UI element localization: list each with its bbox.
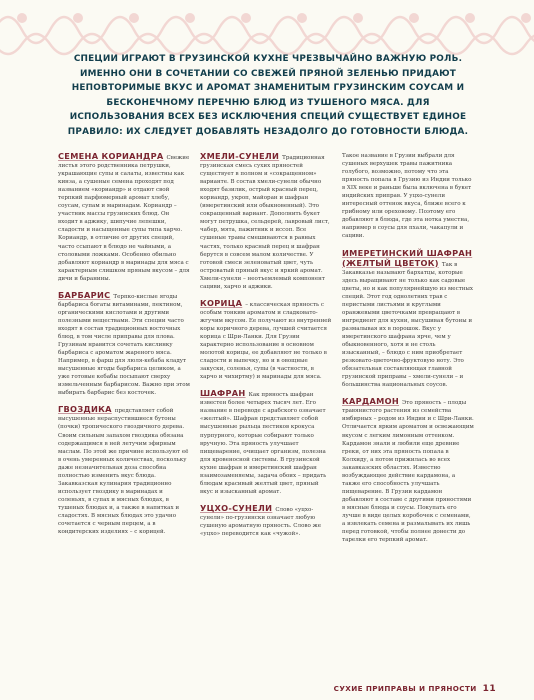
column-left [58, 152, 190, 544]
section-utskho-suneli [200, 504, 332, 538]
section-body: представляет собой высушенные нераспустившиеся бутоны (почки) тропического гвоздичного дерева. Своим сильным запахом гвоздика обязана содержащимся в ней летучим эфирным маслам. По этой же причине используют её в очень умеренных количествах, поскольку даже незначительная доза способна полностью изменить вкус блюда. Закавказская кулинария традиционно использует гвоздику в маринадах и соленьях, в супах и мясных блюдах, в тушеных блюдах и, а также в напитках и сладостях. В мясных блюдах это удачно сочетается с черным перцем, а в кондитерских изделиях – с корицей. [58, 408, 189, 536]
section-title: ИМЕРЕТИНСКИЙ ШАФРАН (ЖЕЛТЫЙ ЦВЕТОК) [342, 247, 473, 268]
intro-paragraph: СПЕЦИИ ИГРАЮТ В ГРУЗИНСКОЙ КУХНЕ ЧРЕЗВЫЧАЙНО ВАЖНУЮ РОЛЬ. ИМЕННО ОНИ В СОЧЕТАНИИ СО СВЕЖЕЙ ПРЯНОЙ ЗЕЛЕНЬЮ ПРИДАЮТ НЕПОВТОРИМЫЕ ВКУС И АРОМАТ ЗНАМЕНИТЫМ ГРУЗИНСКИМ СОУСАМ И БЕСКОНЕЧНОМУ ПЕРЕЧНЮ БЛЮД ИЗ ТУШЕНОГО МЯСА. ДЛЯ ИСПОЛЬЗОВАНИЯ ВСЕХ БЕЗ ИСКЛЮЧЕНИЯ СПЕЦИЙ СУЩЕСТВУЕТ ЕДИНОЕ ПРАВИЛО: ИХ СЛЕДУЕТ ДОБАВЛЯТЬ НЕЗАДОЛГО ДО ГОТОВНОСТИ БЛЮДА. [67, 54, 469, 137]
section-title: СЕМЕНА КОРИАНДРА [58, 151, 164, 161]
column-right [342, 152, 474, 552]
section-title: БАРБАРИС [58, 289, 111, 300]
section-body: Так в Закавказье называют бархатцы, которые здесь выращивают не только как садовые цветы, но и как популярнейшую из местных специй. Этот год однолетних трав с перистыми листьями и круглыми оранжевыми цветочками превращают в ингредиент для кухни, высушивая бутоны и размалывая их в порошок. Вкус у имеретинского шафрана ярче, чем у обыкновенного, хотя и не столь изысканный, – блюдо с ним приобретает резковато-цветочно-фруктовую ноту. Это обязательная составляющая главной грузинской приправы – хмели-сунели – и большинства национальных соусов. [342, 261, 474, 389]
section-coriander [58, 152, 190, 283]
section-body: Такое название в Грузии выбрали для сушеных верхушек травы пажитника голубого, возможно, потому что эта пряность попала в Грузию из Индии только в XIX веке и раньше была включена в букет индийских приправ. У уцхо-сунели интересный оттенок вкуса, ближе всего к грибному или ореховому. Поэтому его добавляют в блюда, где эта нотка уместна, например в соусы для пхали, чакапули и сациви. [342, 153, 472, 240]
section-body: Терпко-кислые ягоды барбариса богаты витаминами, пектином, органическими кислотами и другими полезными веществами. Эти специи часто входят в состав традиционных восточных блюд, в том числе приправы для плова. Грузинам нравится сочетать кислинку барбариса с ароматом жареного мяса. Например, в фарш для люля-кебаба кладут высушенные ягоды барбариса целиком, а уже готовые кебабы посыпают сверху измельченным барбарисом. Важно при этом выбирать барбарис без косточек. [58, 293, 190, 397]
section-title: УЦХО-СУНЕЛИ [200, 502, 273, 513]
section-cardamom [342, 397, 474, 544]
section-title: КОРИЦА [200, 297, 243, 308]
section-clove [58, 405, 190, 536]
column-middle [200, 152, 332, 546]
section-body: Слово «уцхо-сунели» по-грузински означает любую сушеную ароматную пряность. Слово же «уцхо» переводится как «чужой». [200, 506, 322, 538]
section-title: ХМЕЛИ-СУНЕЛИ [200, 151, 280, 161]
section-cinnamon [200, 299, 332, 381]
page-number: 11 [482, 684, 496, 694]
section-imeretian-saffron [342, 249, 474, 390]
section-body: Как пряность шафран известен более четырех тысяч лет. Его название в переводе с арабского означает «желтый». Шафран представляет собой высушенные рыльца пестиков крокуса пурпурного, которые собирают только вручную. Эта пряность улучшает пищеварение, очищает организм, полезна для кровеносной системы. В грузинской кухне шафран и имеретинский шафран взаимозаменяемы, задача обоих – придать блюдам красивый желтый цвет, пряный вкус и изысканный аромат. [200, 392, 327, 495]
footer-section-title: СУХИЕ ПРИПРАВЫ И ПРЯНОСТИ [333, 684, 477, 693]
section-barberry [58, 291, 190, 398]
section-utskho-continued [342, 152, 474, 241]
section-saffron [200, 389, 332, 496]
page-footer [334, 684, 496, 694]
section-title: КАРДАМОН [342, 396, 400, 407]
section-body: Традиционная грузинская смесь сухих пряностей существует в полном и «сокращенном» варианте. В состав хмели-сунели обычно входят базилик, острый красный перец, кориандр, укроп, майоран и шафран (имеретинский или обыкновенный). Это сокращенный вариант. Дополнить букет могут петрушка, сельдерей, лавровый лист, чабер, мята, пажитник и иссоп. Все сушеные травы смешиваются в равных частях, только красный перец и шафран берутся в совсем малом количестве. У готовой смеси зеленоватый цвет, чуть островатый пряный вкус и яркий аромат. Хмели-сунели – неотъемлемый компонент сациви, харчо и аджики. [200, 155, 330, 290]
section-khmeli-suneli [200, 152, 332, 291]
section-body: – классическая пряность с особым тонким ароматом и сладковато-жгучим вкусом. Ее получают из внутренней коры коричного дерева, лучшей считается корица с Шри-Ланки. Для Грузии характерно использование в основном молотой корицы, ее добавляют не только в сладости и выпечку, но и в овощные закуски, соленья, супы (в частности, в харчо и чихиртму) и маринады для мяса. [200, 301, 332, 381]
section-body: Это пряность – плоды травянистого растения из семейства имбирных – родом из Индии и с Шри-Ланки. Отличается ярким ароматом и освежающим вкусом с легким лимонным оттенком. Кардамон знали и любили еще древние греки, от них эта пряность попала в Колхиду, а потом прижилась во всех закавказских областях. Известно возбуждающее действие кардамона, а также его способность улучшать пищеварение. В Грузии кардамон добавляют в составе с другими пряностями в мясные блюда и соусы. Покупать его лучше в виде целых коробочек с семенами, а извлекать семена и размалывать их лишь перед готовкой, чтобы полнее донести до тарелки его терпкий аромат. [342, 400, 474, 544]
section-title: ГВОЗДИКА [58, 404, 112, 415]
section-title: ШАФРАН [200, 388, 246, 399]
section-body: Свежие листья этого родственника петрушки, украшающие супы и салаты, известны как кинза, а сушеные семена проходят под названием «кориандр» и отдают свой терпкий парфюмерный аромат хлебу, соусам, супам и маринадам. Кориандр – участник массы грузинских блюд. Он входит в аджику, шипучие лепешки, сладости и насыщенные супы типа харчо. Кориандр, в отличие от других специй, часто ссыпают в блюдо не чайными, а столовыми ложками. Особенно обильно добавляют кориандр в маринады для мяса с характерным слишком пряным вкусом – для дичи и баранины. [58, 155, 190, 282]
